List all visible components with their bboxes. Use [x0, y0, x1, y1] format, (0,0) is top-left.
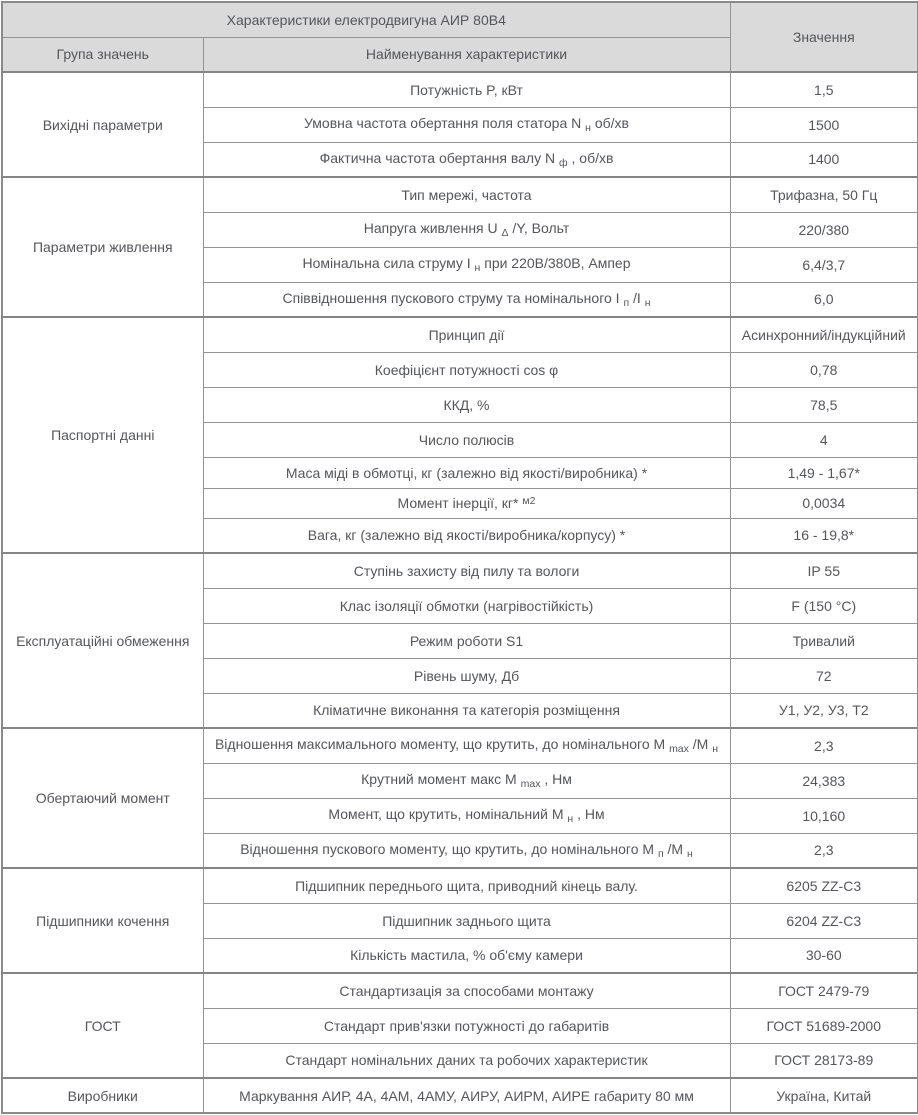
characteristic-name: [203, 1043, 730, 1078]
characteristic-name: [203, 488, 730, 518]
characteristic-value: Тривалий: [730, 623, 918, 658]
table-row: [2, 1078, 918, 1113]
characteristic-name: [203, 588, 730, 623]
group-label: Обертаючий момент: [2, 728, 203, 868]
characteristic-name: [203, 1008, 730, 1043]
title-row: [2, 2, 918, 37]
characteristic-value: 78,5: [730, 387, 918, 422]
text-segment: Стандарт прив'язки потужності до габаритів: [323, 1017, 610, 1034]
characteristic-value: 1500: [730, 107, 918, 142]
sub-text: ф: [558, 156, 568, 169]
sub-text: н: [687, 847, 693, 860]
characteristic-name: [203, 212, 730, 247]
text-segment: Стандартизація за способами монтажу: [339, 982, 594, 999]
table-body: [2, 72, 918, 1113]
characteristic-value: ГОСТ 2479-79: [730, 973, 918, 1008]
text-segment: /M: [663, 840, 687, 857]
group-label: Параметри живлення: [2, 177, 203, 317]
characteristic-value: У1, У2, У3, Т2: [730, 693, 918, 728]
text-segment: Умовна частота обертання поля статора N: [304, 115, 586, 131]
text-segment: Номінальна сила струму I: [302, 255, 475, 271]
characteristic-name: [203, 1078, 730, 1113]
characteristic-value: 1,49 - 1,67*: [730, 457, 918, 488]
text-segment: Стандарт номінальних даних та робочих характеристик: [285, 1052, 648, 1069]
characteristic-value: ГОСТ 51689-2000: [730, 1008, 918, 1043]
group-label: Паспортні данні: [2, 317, 203, 553]
characteristic-name: [203, 352, 730, 387]
text-segment: Тип мережі, частота: [401, 186, 532, 203]
text-segment: Потужність P, кВт: [410, 81, 523, 98]
characteristic-value: 0,0034: [730, 488, 918, 518]
characteristic-value: 4: [730, 422, 918, 457]
text-segment: , Нм: [573, 806, 605, 822]
characteristic-name: [203, 142, 730, 177]
group-label: Підшипники кочення: [2, 868, 203, 973]
characteristic-value: 6205 ZZ-C3: [730, 868, 918, 903]
text-segment: Режим роботи S1: [409, 632, 524, 649]
characteristic-name: [203, 693, 730, 728]
text-segment: Відношення максимального моменту, що крутить, до номінального M: [214, 736, 670, 753]
table-row: [2, 973, 918, 1008]
table-row: [2, 177, 918, 212]
characteristic-name: [203, 422, 730, 457]
characteristic-name: [203, 107, 730, 142]
characteristic-value: 30-60: [730, 938, 918, 973]
characteristic-name: [203, 282, 730, 317]
text-segment: Підшипник заднього щита: [382, 912, 551, 929]
text-segment: Підшипник переднього щита, приводний кінець валу.: [295, 877, 638, 894]
text-segment: , Нм: [540, 771, 572, 787]
sub-text: н: [644, 296, 651, 309]
characteristic-name: [203, 798, 730, 833]
sub-text: max: [669, 743, 689, 756]
characteristic-value: Україна, Китай: [730, 1078, 918, 1113]
spec-table: [1, 1, 918, 1114]
characteristic-value: 10,160: [730, 798, 918, 833]
characteristic-name: [203, 553, 730, 588]
value-column-header: Значення: [730, 2, 918, 72]
sub-text: н: [585, 122, 591, 134]
sub-text: Δ: [501, 227, 509, 239]
characteristic-name: [203, 317, 730, 352]
characteristic-name: [203, 973, 730, 1008]
characteristic-name: [203, 763, 730, 798]
name-column-header: Найменування характеристики: [203, 37, 730, 72]
table-row: [2, 317, 918, 352]
characteristic-value: 24,383: [730, 763, 918, 798]
characteristic-value: 72: [730, 658, 918, 693]
characteristic-value: 16 - 19,8*: [730, 518, 918, 553]
characteristic-name: [203, 247, 730, 282]
text-segment: , об/хв: [567, 149, 614, 166]
characteristic-name: [203, 177, 730, 212]
table-row: [2, 868, 918, 903]
characteristic-name: [203, 833, 730, 868]
characteristic-value: 220/380: [730, 212, 918, 247]
text-segment: ККД, %: [443, 396, 490, 413]
table-row: [2, 553, 918, 588]
characteristic-value: Асинхронний/індукційний: [730, 317, 918, 352]
characteristic-value: ГОСТ 28173-89: [730, 1043, 918, 1078]
characteristic-name: [203, 518, 730, 553]
sup-text: м2: [522, 495, 536, 507]
characteristic-name: [203, 623, 730, 658]
text-segment: Коефіцієнт потужності cos φ: [374, 361, 559, 378]
group-label: ГОСТ: [2, 973, 203, 1078]
table-row: [2, 728, 918, 763]
text-segment: Кліматичне виконання та категорія розміщення: [313, 702, 620, 719]
sub-text: н: [567, 813, 574, 825]
text-segment: Маркування АИР, 4А, 4АМ, 4АМУ, АИРУ, АИРМ, АИРЕ габариту 80 мм: [239, 1087, 694, 1104]
characteristic-name: [203, 938, 730, 973]
text-segment: Рівень шуму, Дб: [413, 667, 520, 684]
characteristic-value: IP 55: [730, 553, 918, 588]
characteristic-name: [203, 903, 730, 938]
group-label: Вихідні параметри: [2, 72, 203, 177]
text-segment: Число полюсів: [418, 431, 515, 448]
text-segment: Напруга живлення U: [363, 220, 502, 236]
text-segment: Маса міді в обмотці, кг (залежно від якості/виробника) *: [285, 464, 648, 481]
group-column-header: Група значень: [2, 37, 203, 72]
sub-text: п: [623, 296, 630, 309]
text-segment: Фактична частота обертання валу N: [319, 149, 559, 166]
table-row: [2, 72, 918, 107]
characteristic-value: Трифазна, 50 Гц: [730, 177, 918, 212]
text-segment: при 220В/380В, Ампер: [480, 255, 631, 271]
characteristic-value: 6,4/3,7: [730, 247, 918, 282]
characteristic-name: [203, 728, 730, 763]
characteristic-value: 2,3: [730, 833, 918, 868]
text-segment: Момент інерції, кг*: [397, 495, 523, 511]
characteristic-name: [203, 72, 730, 107]
text-segment: /I: [629, 289, 645, 306]
text-segment: Ступінь захисту від пилу та вологи: [353, 562, 580, 579]
sub-text: п: [657, 847, 664, 860]
characteristic-value: 2,3: [730, 728, 918, 763]
characteristic-value: F (150 °C): [730, 588, 918, 623]
text-segment: Крутний момент макс M: [361, 771, 521, 787]
text-segment: Вага, кг (залежно від якості/виробника/корпусу) *: [307, 527, 626, 544]
text-segment: /Y, Вольт: [508, 220, 570, 236]
characteristic-value: 6204 ZZ-C3: [730, 903, 918, 938]
text-segment: Принцип дії: [428, 326, 505, 343]
characteristic-value: 6,0: [730, 282, 918, 317]
table-header: [2, 2, 918, 72]
characteristic-value: 1400: [730, 142, 918, 177]
text-segment: Відношення пускового моменту, що крутить, до номінального M: [240, 840, 658, 857]
sub-text: max: [520, 778, 541, 790]
characteristic-value: 0,78: [730, 352, 918, 387]
characteristic-name: [203, 387, 730, 422]
text-segment: Клас ізоляції обмотки (нагрівостійкість): [339, 597, 594, 614]
characteristic-name: [203, 658, 730, 693]
text-segment: об/хв: [590, 115, 629, 131]
sub-text: н: [474, 262, 481, 274]
characteristic-name: [203, 457, 730, 488]
sub-text: н: [712, 743, 719, 756]
group-label: Виробники: [2, 1078, 203, 1113]
text-segment: Співвідношення пускового струму та номінального I: [282, 289, 624, 306]
table-title: Характеристики електродвигуна АИР 80В4: [2, 2, 730, 37]
characteristic-name: [203, 868, 730, 903]
characteristic-value: 1,5: [730, 72, 918, 107]
text-segment: Кількість мастила, % об'єму камери: [350, 947, 583, 964]
text-segment: Момент, що крутить, номінальний M: [328, 806, 568, 822]
group-label: Експлуатаційні обмеження: [2, 553, 203, 728]
text-segment: /M: [688, 736, 713, 753]
